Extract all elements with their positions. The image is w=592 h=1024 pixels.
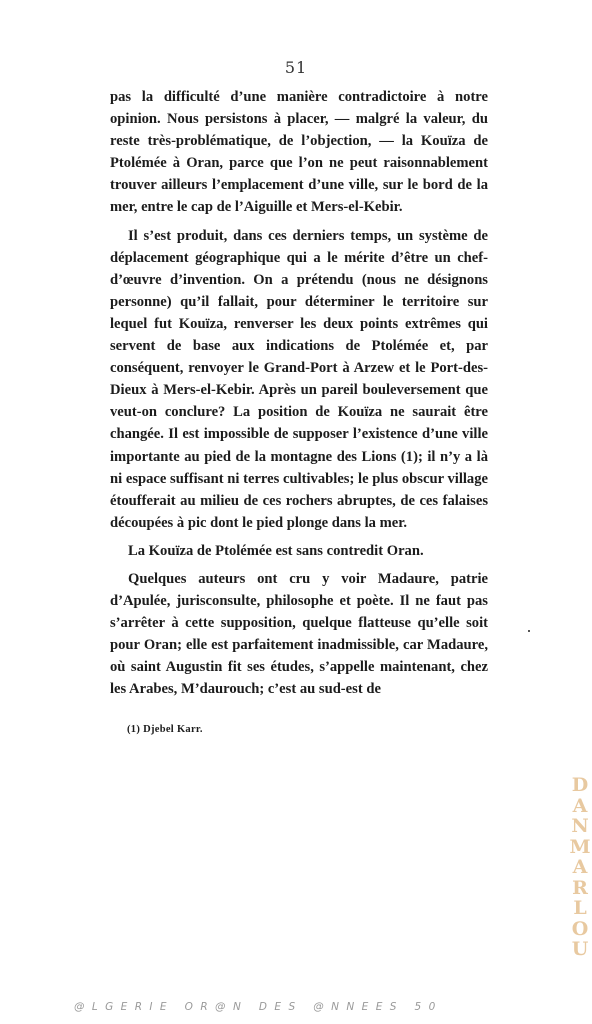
body-text xyxy=(110,86,488,701)
side-stamp-letter: M xyxy=(569,835,591,858)
footer-watermark: @LGERIE OR@N DES @NNEES 50 xyxy=(74,1001,443,1013)
side-stamp-letter: N xyxy=(571,815,589,837)
paragraph-1: pas la difficulté d’une manière contradictoire à notre opinion. Nous persistons à placer, — malgré la valeur, du reste très-problématique, de l’objection, — la Kouïza de Ptolémée à Oran, parce que l’on ne peut raisonnablement trouver ailleurs l’emplacement d’une ville, sur le bord de la mer, entre le cap de l’Aiguille et Mers-el-Kebir. xyxy=(110,89,488,216)
side-stamp xyxy=(570,775,590,960)
page-number: 51 xyxy=(284,58,308,77)
paragraph-2: Il s’est produit, dans ces derniers temps, un système de déplacement géographique qui a le mérite d’être un chef-d’œuvre d’invention. On a prétendu (nous ne désignons personne) qu’il fallait, pour déterminer le territoire sur lequel fut Kouïza, renverser les deux points extrêmes qui servent de base aux indications de Ptolémée et, par conséquent, renvoyer le Grand-Port à Arzew et le Port-des-Dieux à Mers-el-Kebir. Après un pareil bouleversement que veut-on conclure? La position de Kouïza ne saurait être changée. Il est impossible de supposer l’existence d’une ville importante au pied de la montagne des Lions (1); il n’y a là ni espace suffisant ni terres cultivables; le plus obscur village étoufferait au milieu de ces rochers abruptes, de ces falaises découpées à pic dont le pied plonge dans la mer. xyxy=(110,227,488,531)
side-stamp-letter: R xyxy=(572,876,588,899)
side-stamp-letter: A xyxy=(572,794,588,817)
paragraph-3: La Kouïza de Ptolémée est sans contredit Oran. xyxy=(128,542,424,559)
side-stamp-letter: O xyxy=(571,917,589,940)
side-stamp-letter: U xyxy=(571,938,589,960)
margin-mark xyxy=(528,630,530,632)
side-stamp-letter: L xyxy=(573,897,587,919)
paragraph-4: Quelques auteurs ont cru y voir Madaure, patrie d’Apulée, jurisconsulte, philosophe et poète. Il ne faut pas s’arrêter à cette supposition, quelque flatteuse qu’elle soit pour Oran; elle est parfaitement inadmissible, car Madaure, où saint Augustin fit ses études, s’appelle maintenant, chez les Arabes, M’daurouch; c’est au sud-est de xyxy=(110,570,488,698)
footnote: (1) Djebel Karr. xyxy=(127,724,203,735)
side-stamp-letter: D xyxy=(571,774,589,796)
side-stamp-letter: A xyxy=(572,856,588,878)
